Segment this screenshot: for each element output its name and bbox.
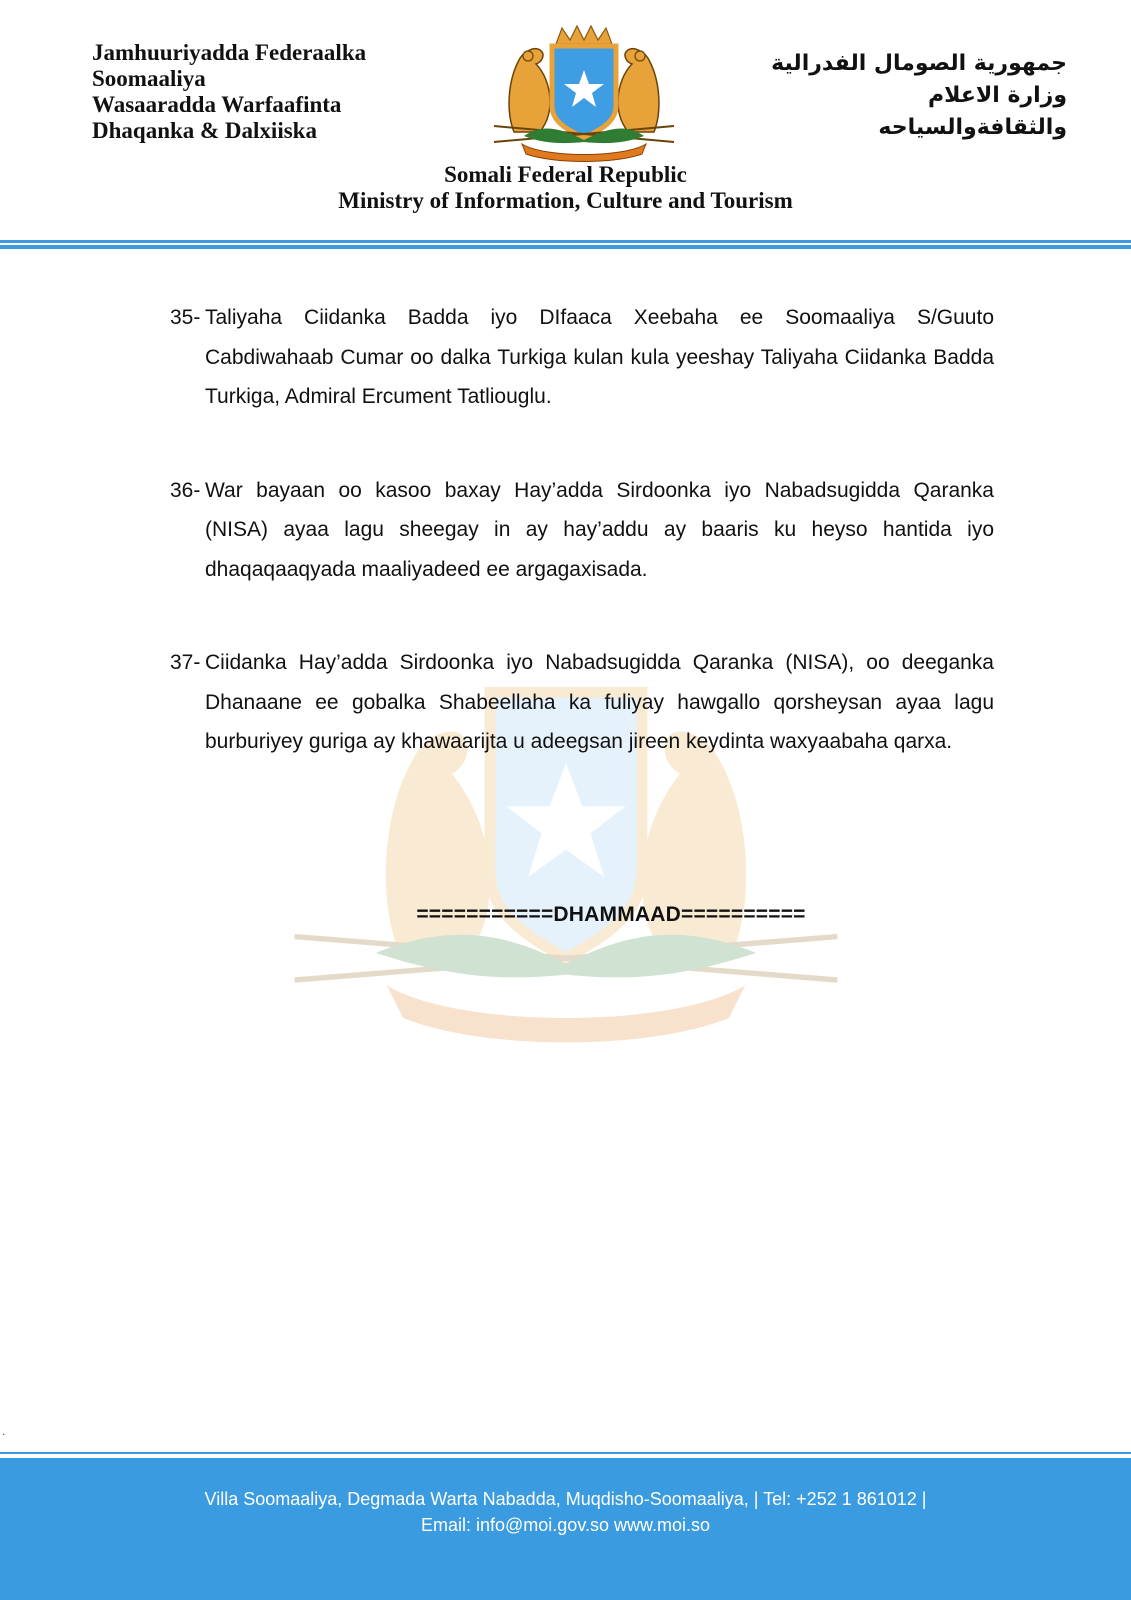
end-marker: ===========DHAMMAAD========== (416, 903, 806, 926)
header-arabic-line: وزارة الاعلام (928, 83, 1067, 108)
footer (0, 1458, 1131, 1600)
header-somali-line: Dhaqanka & Dalxiiska (92, 118, 317, 143)
header-arabic-block (707, 48, 1067, 144)
footer-address: Villa Soomaaliya, Degmada Warta Nabadda, Muqdisho-Soomaaliya, | Tel: +252 1 861012 | (204, 1489, 927, 1509)
header-divider (0, 245, 1131, 249)
item-text: Taliyaha Ciidanka Badda iyo DIfaaca Xeebaha ee Soomaaliya S/Guuto Cabdiwahaab Cumar oo dalka Turkiga kulan kula yeeshay Taliyaha Ciidanka Badda Turkiga, Admiral Ercument Tatliouglu. (205, 306, 994, 408)
header-english-block (0, 162, 1131, 214)
item-number: 37- (170, 651, 201, 674)
header-arabic-line: والثقافةوالسياحه (878, 115, 1067, 140)
header-republic-title: Somali Federal Republic (444, 162, 687, 187)
header-divider (0, 240, 1131, 243)
header-somali-line: Jamhuuriyadda Federaalka (92, 40, 367, 65)
list-item (170, 643, 994, 762)
list-item (170, 298, 994, 417)
header-somali-line: Wasaaradda Warfaafinta (92, 92, 342, 117)
header-ministry-title: Ministry of Information, Culture and Tourism (338, 188, 793, 213)
footer-contact: Email: info@moi.gov.so www.moi.so (420, 1515, 711, 1535)
item-number: 36- (170, 478, 201, 502)
item-text: War bayaan oo kasoo baxay Hay’adda Sirdoonka iyo Nabadsugidda Qaranka (NISA) ayaa lagu sheegay in ay hay’addu ay baaris ku heyso hantida iyo dhaqaqaaqyada maaliyadeed ee argagaxisada. (205, 478, 994, 581)
header-arabic-line: جمهورية الصومال الفدرالية (771, 51, 1067, 76)
coat-of-arms-icon (484, 22, 684, 162)
item-number: 35- (170, 306, 201, 329)
list-item (170, 471, 994, 590)
stray-mark: . (2, 1424, 6, 1438)
header-somali-block (92, 40, 366, 144)
news-list (170, 298, 994, 816)
footer-divider (0, 1452, 1131, 1454)
header-somali-line: Soomaaliya (92, 66, 206, 91)
item-text: Ciidanka Hay’adda Sirdoonka iyo Nabadsugidda Qaranka (NISA), oo deeganka Dhanaane ee gobalka Shabeellaha ka fuliyay hawgallo qorsheysan ayaa lagu burburiyey guriga ay khawaarijta u adeegsan jireen keydinta waxyaabaha qarxa. (205, 651, 994, 753)
